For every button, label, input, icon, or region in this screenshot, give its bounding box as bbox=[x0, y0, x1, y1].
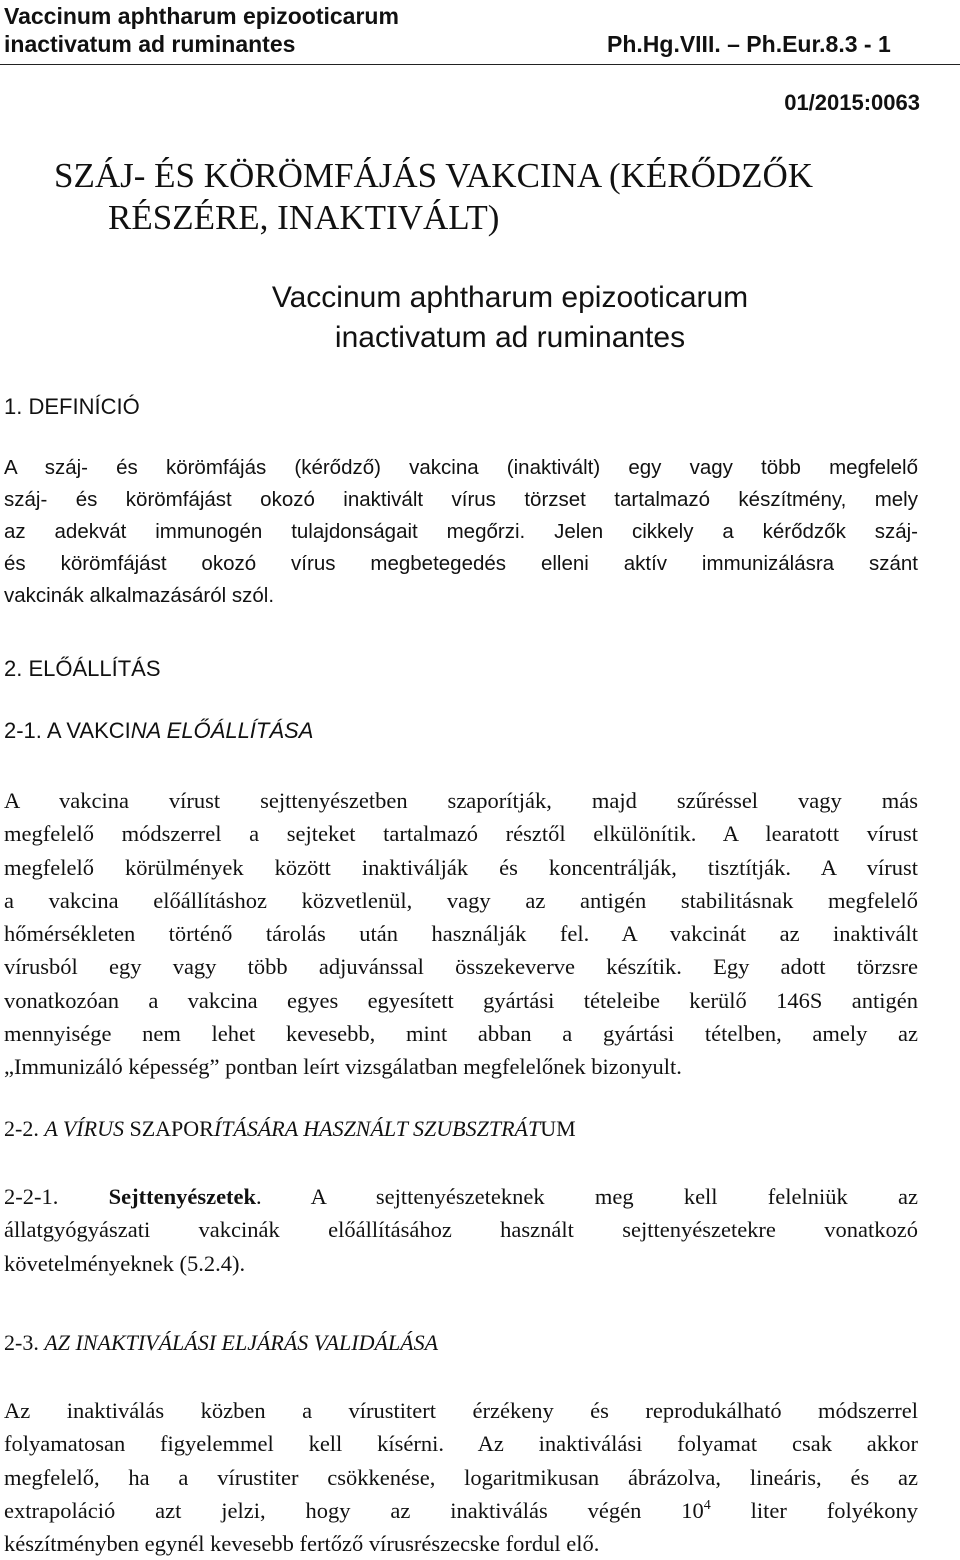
paragraph-line: Az inaktiválás közben a vírustitert érzékeny és reprodukálható módszerrel bbox=[4, 1398, 918, 1423]
paragraph-line: vakcinák alkalmazásáról szól. bbox=[4, 584, 275, 607]
paragraph-line: hőmérsékleten történő tárolás után használják fel. A vakcinát az inaktivált bbox=[4, 921, 918, 947]
paragraph-line: követelményeknek (5.2.4). bbox=[4, 1250, 246, 1276]
section-2-2-1-paragraph bbox=[4, 1180, 918, 1280]
paragraph-line: mennyisége nem lehet kevesebb, mint abban a gyártási tételben, amely az bbox=[4, 1021, 918, 1047]
paragraph-line: vírusból egy vagy több adjuvánssal összekeverve készítik. Egy adott törzsre bbox=[4, 954, 918, 980]
header-latin-line2: inactivatum ad ruminantes bbox=[4, 31, 296, 57]
header-pharmacopoeia-ref: Ph.Hg.VIII. – Ph.Eur.8.3 - 1 bbox=[607, 31, 891, 57]
paragraph-line: a vakcina előállításhoz közvetlenül, vagy az antigén stabilitásnak megfelelő bbox=[4, 887, 918, 913]
heading-number: 2-3. bbox=[4, 1330, 45, 1355]
latin-name-line2: inactivatum ad ruminantes bbox=[334, 321, 686, 354]
heading-plain: SZAPOR bbox=[123, 1116, 214, 1141]
exponent: 4 bbox=[703, 1497, 711, 1513]
latin-name bbox=[180, 278, 840, 358]
heading-italic: A VÍRUS bbox=[44, 1116, 124, 1141]
paragraph-text: . A sejttenyészeteknek meg kell felelniük az bbox=[256, 1184, 918, 1209]
section-2-3-paragraph bbox=[4, 1394, 918, 1560]
heading-number: 2-2. bbox=[4, 1116, 45, 1141]
latin-name-line1: Vaccinum aphtharum epizooticarum bbox=[271, 281, 749, 314]
title-line2: RÉSZÉRE, INAKTIVÁLT) bbox=[108, 198, 500, 237]
heading-plain: UM bbox=[540, 1116, 576, 1141]
paragraph-line: és körömfájást okozó vírus megbetegedés elleni aktív immunizálásra szánt bbox=[4, 552, 918, 575]
heading-number: 2-1. bbox=[4, 718, 47, 743]
paragraph-line: A száj- és körömfájás (kérődző) vakcina (inaktivált) egy vagy több megfelelő bbox=[4, 456, 918, 479]
section-1-heading: 1. DEFINÍCIÓ bbox=[4, 394, 140, 419]
paragraph-line: „Immunizáló képesség” pontban leírt vizsgálatban megfelelőnek bizonyult. bbox=[4, 1054, 682, 1080]
monograph-title bbox=[54, 155, 813, 239]
document-number: 01/2015:0063 bbox=[784, 90, 920, 115]
paragraph-text: liter folyékony bbox=[710, 1497, 918, 1523]
paragraph-text: extrapoláció azt jelzi, hogy az inaktiválás végén 10 bbox=[4, 1497, 704, 1523]
section-2-1-paragraph bbox=[4, 784, 918, 1084]
paragraph-line bbox=[4, 1494, 918, 1527]
title-line1: SZÁJ- ÉS KÖRÖMFÁJÁS VAKCINA (KÉRŐDZŐK bbox=[54, 156, 814, 195]
subsection-title: Sejttenyészetek bbox=[108, 1184, 257, 1209]
section-2-1-heading bbox=[4, 718, 313, 744]
paragraph-line: állatgyógyászati vakcinák előállításához használt sejttenyészetekre vonatkozó bbox=[4, 1217, 918, 1243]
section-1-paragraph bbox=[4, 452, 918, 612]
heading-italic: NA ELŐÁLLÍTÁSA bbox=[130, 718, 314, 743]
section-2-3-heading bbox=[4, 1330, 438, 1356]
paragraph-line bbox=[4, 1180, 918, 1213]
subsection-number: 2-2-1. bbox=[4, 1184, 109, 1209]
header-latin-line1: Vaccinum aphtharum epizooticarum bbox=[4, 3, 399, 29]
header-rule bbox=[0, 64, 960, 65]
paragraph-line: megfelelő módszerrel a sejteket tartalmazó résztől elkülönítik. A learatott vírust bbox=[4, 821, 918, 847]
paragraph-line: készítményben egynél kevesebb fertőző vírusrészecske fordul elő. bbox=[4, 1531, 600, 1557]
paragraph-line: folyamatosan figyelemmel kell kísérni. Az inaktiválási folyamat csak akkor bbox=[4, 1431, 918, 1457]
paragraph-line: vonatkozóan a vakcina egyes egyesített gyártási tételeibe kerülő 146S antigén bbox=[4, 987, 918, 1013]
section-2-heading: 2. ELŐÁLLÍTÁS bbox=[4, 656, 161, 681]
paragraph-line: száj- és körömfájást okozó inaktivált vírus törzset tartalmazó készítmény, mely bbox=[4, 488, 918, 511]
paragraph-line: A vakcina vírust sejttenyészetben szaporítják, majd szűréssel vagy más bbox=[4, 788, 918, 813]
paragraph-line: megfelelő körülmények között inaktiválják és koncentrálják, tisztítják. A vírust bbox=[4, 854, 918, 880]
heading-italic: ÍTÁSÁRA HASZNÁLT SZUBSZTRÁT bbox=[213, 1116, 541, 1141]
heading-plain: A VAKCI bbox=[46, 718, 131, 743]
heading-italic: AZ INAKTIVÁLÁSI ELJÁRÁS VALIDÁLÁSA bbox=[44, 1330, 439, 1355]
paragraph-line: megfelelő, ha a vírustiter csökkenése, logaritmikusan ábrázolva, lineáris, és az bbox=[4, 1464, 918, 1490]
section-2-2-heading bbox=[4, 1116, 576, 1142]
paragraph-line: az adekvát immunogén tulajdonságait megőrzi. Jelen cikkely a kérődzők száj- bbox=[4, 520, 918, 543]
